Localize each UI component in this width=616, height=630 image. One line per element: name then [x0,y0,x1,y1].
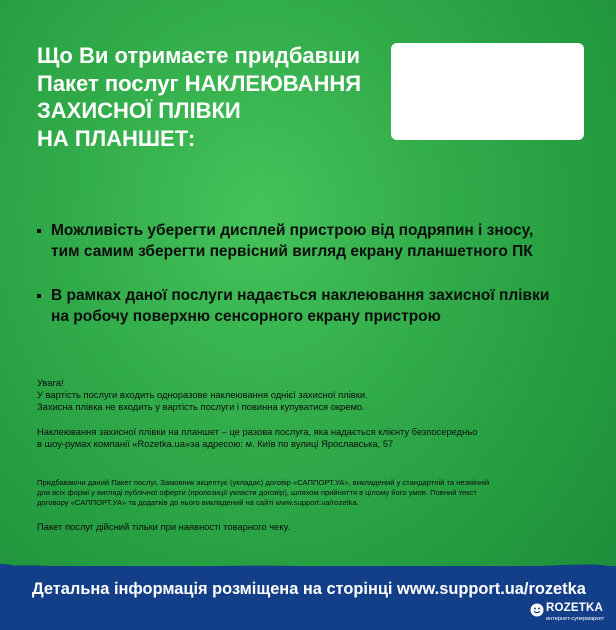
benefit-line: тим самим зберегти первісний вигляд екрану планшетного ПК [51,243,533,260]
note-line: Увага! [37,377,64,388]
title-line: Пакет послуг НАКЛЕЮВАННЯ [37,70,362,96]
title-line: Що Ви отримаєте придбавши [37,43,361,68]
benefit-item [37,220,597,262]
smile-icon [530,603,544,617]
title-line: НА ПЛАНШЕТ: [37,125,196,151]
title-line: ЗАХИСНОЇ ПЛІВКИ [37,98,241,123]
legal-text [37,478,597,509]
service-note [37,426,597,450]
blank-panel [391,43,584,140]
page-title [37,42,377,152]
legal-line: договору «САППОРТ.УА» та додатків до нього викладений на сайті www.support.ua/rozetka. [37,498,359,508]
note-line: в шоу-румах компанії «Rozetka.ua»за адресою: м. Київ по вулиці Ярославська, 57 [37,437,394,449]
note-line: Захисна плівка не входить у вартість послуги і повинна купуватися окремо. [37,401,365,413]
benefits-list [37,220,597,327]
legal-line: для всіх формі у вигляді публічної оферти (пропозиції укласти договір), шляхом прийняття в цілому його умов. Повний текст [37,488,477,498]
note-line: У вартість послуги входить одноразове наклеювання однієї захисної плівки. [37,389,368,401]
warning-note [37,377,597,414]
rozetka-logo [528,601,614,627]
logo-name: ROZETKA [546,602,603,614]
legal-line: Придбаваючи даний Пакет послуг, Замовник акцептує (укладає) договір «САППОРТ.УА», викладений у стандартній та незмінній [37,478,490,487]
benefit-item [37,285,597,327]
bullet-icon [37,229,41,233]
bullet-icon [37,294,41,298]
logo-tagline: интернет-супермаркет [546,616,605,622]
footer-info-link[interactable]: Детальна інформація розміщена на сторінці www.support.ua/rozetka [32,580,586,598]
benefit-line: Можливість уберегти дисплей пристрою від подряпин і зносу, [51,222,534,239]
benefit-line: В рамках даної послуги надається наклеювання захисної плівки [51,287,550,304]
notes-section [37,377,597,450]
benefit-line: на робочу поверхню сенсорного екрану пристрою [51,308,441,325]
validity-note: Пакет послуг дійсний тільки при наявності товарного чеку. [37,521,290,532]
note-line: Наклеювання захисної плівки на планшет – це разова послуга, яка надається клієнту безпосередньо [37,425,478,437]
